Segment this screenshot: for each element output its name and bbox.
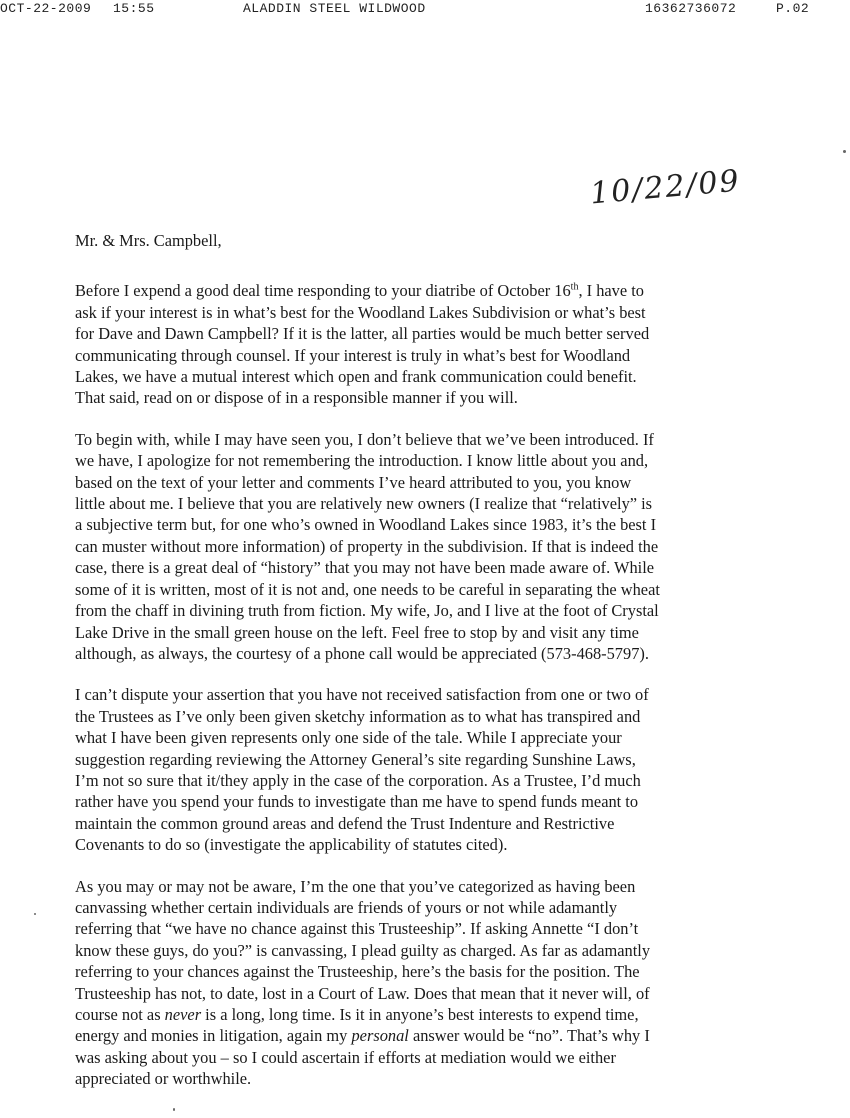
text-line: Lake Drive in the small green house on the left. Feel free to stop by and visit any time xyxy=(75,622,639,642)
scan-speck xyxy=(34,913,36,915)
text-line: As you may or may not be aware, I’m the one that you’ve categorized as having been xyxy=(75,876,636,896)
text-line: we have, I apologize for not remembering the introduction. I know little about you and, xyxy=(75,451,649,471)
text-line: To begin with, while I may have seen you, I don’t believe that we’ve been introduced. If xyxy=(75,429,654,449)
text-fragment: energy and monies in litigation, again my xyxy=(75,1026,352,1046)
letter-body xyxy=(75,230,765,1110)
text-fragment: is a long, long time. Is it in anyone’s best interests to expend time, xyxy=(201,1005,639,1024)
text-line: I’m not so sure that it/they apply in the case of the corporation. As a Trustee, I’d much xyxy=(75,770,641,790)
text-line: canvassing whether certain individuals are friends of yours or not while adamantly xyxy=(75,897,618,917)
text-line: case, there is a great deal of “history” that you may not have been made aware of. While xyxy=(75,558,655,578)
text-line: Lakes, we have a mutual interest which open and frank communication could benefit. xyxy=(75,367,637,387)
text-line: Trusteeship has not, to date, lost in a Court of Law. Does that mean that it never will, of xyxy=(75,983,650,1003)
text-line: some of it is written, most of it is not and, one needs to be careful in separating the wheat xyxy=(75,579,660,599)
text-line: based on the text of your letter and comments I’ve heard attributed to you, you know xyxy=(75,472,632,492)
fax-date: OCT-22-2009 xyxy=(0,1,92,16)
text-line: appreciated or worthwhile. xyxy=(75,1069,252,1089)
handwritten-date: 10/22/09 xyxy=(588,163,742,212)
text-line: was asking about you – so I could ascertain if efforts at mediation would we either xyxy=(75,1047,616,1067)
text-line: rather have you spend your funds to investigate than me have to spend funds meant to xyxy=(75,792,639,812)
fax-time: 15:55 xyxy=(113,1,155,16)
superscript: th xyxy=(570,281,579,293)
text-line xyxy=(75,280,765,301)
emphasis: never xyxy=(164,1005,202,1024)
text-line: little about me. I believe that you are relatively new owners (I realize that “relatively” is xyxy=(75,494,653,514)
text-line: referring to your chances against the Trusteeship, here’s the basis for the position. The xyxy=(75,962,640,982)
text-line: can muster without more information) of property in the subdivision. If that is indeed the xyxy=(75,536,659,556)
scan-speck xyxy=(843,150,846,153)
paragraph-3 xyxy=(75,684,765,855)
text-line: for Dave and Dawn Campbell? If it is the latter, all parties would be much better served xyxy=(75,324,650,344)
text-fragment: Before I expend a good deal time responding to your diatribe of October 16 xyxy=(75,281,571,301)
scan-speck xyxy=(173,1108,175,1111)
text-line: Covenants to do so (investigate the applicability of statutes cited). xyxy=(75,835,508,855)
text-line: know these guys, do you?” is canvassing, I plead guilty as charged. As far as adamantly xyxy=(75,940,651,960)
text-line: from the chaff in divining truth from fiction. My wife, Jo, and I live at the foot of Crystal xyxy=(75,601,659,621)
text-line xyxy=(75,1004,765,1025)
text-line: what I have been given represents only one side of the tale. While I appreciate your xyxy=(75,728,622,748)
text-fragment: answer would be “no”. That’s why I xyxy=(408,1026,650,1046)
emphasis: personal xyxy=(351,1026,409,1046)
paragraph-4 xyxy=(75,876,765,1090)
text-line: maintain the common ground areas and defend the Trust Indenture and Restrictive xyxy=(75,813,615,833)
text-line: the Trustees as I’ve only been given sketchy information as to what has transpired and xyxy=(75,706,641,726)
text-line: referring that “we have no chance against this Trusteeship”. If asking Annette “I don’t xyxy=(75,919,639,939)
text-line: I can’t dispute your assertion that you have not received satisfaction from one or two of xyxy=(75,685,649,705)
text-line: a subjective term but, for one who’s owned in Woodland Lakes since 1983, it’s the best I xyxy=(75,515,657,535)
fax-page-number: P.02 xyxy=(776,1,810,16)
salutation: Mr. & Mrs. Campbell, xyxy=(75,231,222,250)
text-fragment: course not as xyxy=(75,1005,165,1024)
text-line: That said, read on or dispose of in a responsible manner if you will. xyxy=(75,388,518,408)
fax-phone-number: 16362736072 xyxy=(645,1,737,16)
fax-header xyxy=(0,0,850,20)
text-line: although, as always, the courtesy of a phone call would be appreciated (573-468-5797). xyxy=(75,643,649,663)
text-line: communicating through counsel. If your interest is truly in what’s best for Woodland xyxy=(75,345,631,365)
fax-sender: ALADDIN STEEL WILDWOOD xyxy=(243,1,426,16)
text-fragment: , I have to xyxy=(578,281,644,301)
paragraph-1 xyxy=(75,280,765,408)
text-line xyxy=(75,1025,765,1046)
text-line: ask if your interest is in what’s best for the Woodland Lakes Subdivision or what’s best xyxy=(75,302,646,322)
text-line: suggestion regarding reviewing the Attorney General’s site regarding Sunshine Laws, xyxy=(75,749,636,769)
paragraph-2 xyxy=(75,429,765,664)
